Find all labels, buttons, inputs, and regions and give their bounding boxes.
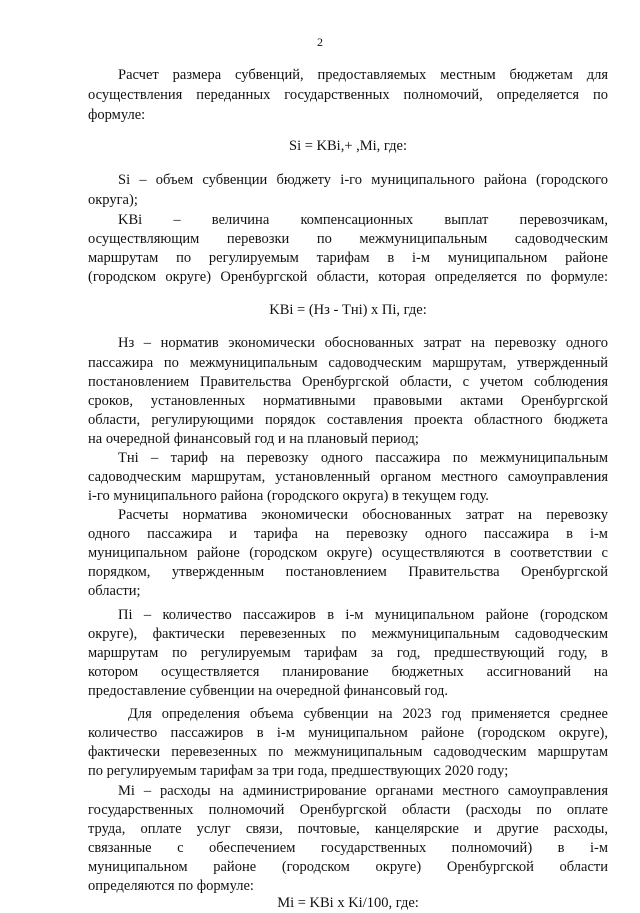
text-line: формуле:	[88, 107, 146, 123]
text-line: осуществления переданных государственных полномочий, определяется по	[88, 87, 608, 103]
text-line: пассажира по межмуниципальным садоводческим маршрутам, утвержденный	[88, 355, 608, 371]
text-line: порядком, утвержденным постановлением Правительства Оренбургской	[88, 564, 608, 580]
text-line: государственных полномочий Оренбургской области (расходы по оплате	[88, 802, 608, 818]
text-line: предоставление субвенции на очередной финансовый год.	[88, 683, 448, 699]
text-line: определяются по формуле:	[88, 878, 254, 894]
formula-kb: KBi = (Нз - Tнi) x Пi, где:	[269, 302, 427, 318]
text-line: сроков, установленных нормативными правовыми актами Оренбургской	[88, 393, 608, 409]
text-line: Si – объем субвенции бюджету i-го муниципального района (городского	[118, 172, 608, 188]
text-line: Mi – расходы на администрирование органами местного самоуправления	[118, 783, 608, 799]
text-line: маршрутам по регулируемым тарифам за год, предшествующий году, в	[88, 645, 608, 661]
text-line: количество пассажиров в i-м муниципальном районе (городском округе),	[88, 725, 608, 741]
text-line: муниципальном районе (городском округе) осуществляются в соответствии с	[88, 545, 608, 561]
text-line: осуществляющим перевозки по межмуниципальным садоводческим	[88, 231, 608, 247]
text-line: округа);	[88, 192, 138, 208]
text-line: Расчет размера субвенций, предоставляемых местным бюджетам для	[118, 67, 608, 83]
text-line: i-го муниципального района (городского округа) в текущем году.	[88, 488, 489, 504]
page-number: 2	[317, 35, 323, 49]
text-line: котором осуществляется планирование бюджетных ассигнований на	[88, 664, 608, 680]
text-line: постановлением Правительства Оренбургской области, с учетом соблюдения	[88, 374, 608, 390]
text-line: на очередной финансовый год и на плановый период;	[88, 431, 419, 447]
text-line: округе), фактически перевезенных по межмуниципальным садоводческим	[88, 626, 608, 642]
text-line: области;	[88, 583, 141, 599]
text-line: труда, оплате услуг связи, почтовые, канцелярские и другие расходы,	[88, 821, 608, 837]
text-line: муниципальном районе (городском округе) Оренбургской области	[88, 859, 608, 875]
text-line: Tнi – тариф на перевозку одного пассажира по межмуниципальным	[118, 450, 608, 466]
text-line: садоводческим маршрутам, установленный органом местного самоуправления	[88, 469, 608, 485]
text-line: KBi – величина компенсационных выплат перевозчикам,	[118, 212, 608, 228]
text-line: Пi – количество пассажиров в i-м муниципальном районе (городском	[118, 607, 608, 623]
formula-m: Mi = KBi x Ki/100, где:	[277, 895, 419, 911]
text-line: (городском округе) Оренбургской области, которая определяется по формуле:	[88, 269, 608, 285]
text-line: одного пассажира и тарифа на перевозку одного пассажира в i-м	[88, 526, 608, 542]
text-line: Нз – норматив экономически обоснованных затрат на перевозку одного	[118, 335, 608, 351]
text-line: фактически перевезенных по межмуниципальным садоводческим маршрутам	[88, 744, 608, 760]
text-line: по регулируемым тарифам за три года, предшествующих 2020 году;	[88, 763, 509, 779]
text-line: Расчеты норматива экономически обоснованных затрат на перевозку	[118, 507, 608, 523]
text-line: маршрутам по регулируемым тарифам в i-м муниципальном районе	[88, 250, 608, 266]
text-line: Для определения объема субвенции на 2023 год применяется среднее	[128, 706, 608, 722]
text-line: связанные с обеспечением государственных полномочий) в i-м	[88, 840, 608, 856]
formula-s: Si = KBi,+ ,Mi, где:	[289, 138, 407, 154]
text-line: области, регулирующими порядок составления проекта областного бюджета	[88, 412, 608, 428]
